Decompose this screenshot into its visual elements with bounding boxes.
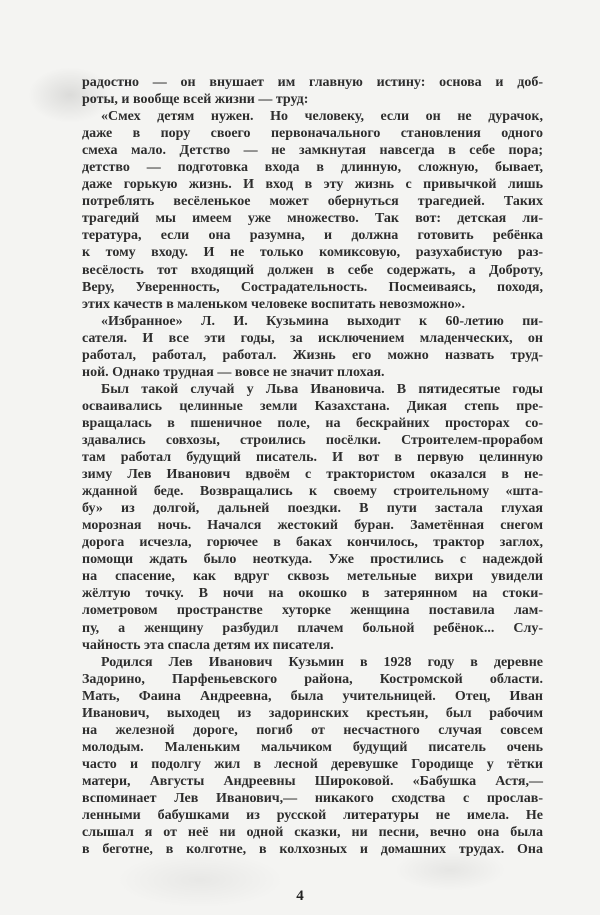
text-line: на железной дороге, погиб от несчастного случая совсем	[82, 722, 543, 738]
text-line: бу» из долгой, дальней поездки. В пути застала глухая	[82, 501, 543, 517]
text-line: морозная ночь. Начался жестокий буран. Заметённая снегом	[82, 518, 543, 534]
text-line: тература, если она разумна, и должна готовить ребёнка	[82, 228, 543, 244]
text-line: ной. Однако трудная — вовсе не значит плохая.	[82, 364, 385, 380]
text-line: трагедий мы имеем уже множество. Так вот: детская ли-	[82, 211, 543, 227]
text-line: вспоминает Лев Иванович,— никакого сходства с прослав-	[82, 790, 543, 806]
text-line: жёлтую точку. В ночи на окошко в затерянном на стоки-	[82, 586, 543, 602]
text-line: работал, работал, работал. Жизнь его можно назвать труд-	[82, 347, 543, 363]
text-line: этих качеств в маленьком человеке воспитать невозможно».	[82, 296, 466, 312]
text-line: молодым. Маленьким мальчиком будущий писатель очень	[82, 739, 543, 755]
text-line: Мать, Фаина Андреевна, была учительницей. Отец, Иван	[82, 688, 543, 704]
text-line: «Смех детям нужен. Но человеку, если он не дурачок,	[101, 109, 543, 125]
text-line: помощи ждать было неоткуда. Уже простились с надеждой	[82, 552, 543, 568]
text-line: вращалась в пшеничное поле, на бескрайних просторах со-	[82, 415, 543, 431]
text-line: в беготне, в колготне, в колхозных и домашних трудах. Она	[82, 842, 543, 858]
text-line: даже горькую жизнь. И вход в эту жизнь с привычкой лишь	[82, 177, 543, 193]
text-line: часто и подолгу жил в лесной деревушке Городище у тётки	[82, 756, 543, 772]
text-line: пу, а женщину разбудил плачем больной ребёнок... Слу-	[82, 620, 543, 636]
text-line: там работал будущий писатель. И вот в первую целинную	[82, 450, 543, 466]
paragraph	[82, 313, 543, 381]
text-line: смеха мало. Детство — не замкнутая навсегда в себе пора;	[82, 143, 543, 159]
text-line: Был такой случай у Льва Ивановича. В пятидесятые годы	[101, 381, 543, 397]
text-line: осваивались целинные земли Казахстана. Дикая степь пре-	[82, 398, 543, 414]
text-line: Веру, Уверенность, Сострадательность. Посмеиваясь, походя,	[82, 279, 543, 295]
text-line: «Избранное» Л. И. Кузьмина выходит к 60-летию пи-	[101, 313, 543, 329]
paragraph	[82, 74, 543, 108]
text-line: матери, Августы Андреевны Широковой. «Бабушка Астя,—	[82, 773, 543, 789]
text-line: здавались совхозы, строились посёлки. Строителем-прорабом	[82, 432, 543, 448]
text-line: жданной беде. Возвращались к своему строительному «шта-	[82, 484, 543, 500]
text-line: потреблять весёленькое может обернуться трагедией. Таких	[82, 194, 543, 210]
text-line: детство — подготовка входа в длинную, сложную, бывает,	[82, 160, 543, 176]
paragraph	[82, 381, 543, 654]
text-line: Задорино, Парфеньевского района, Костромской области.	[82, 671, 543, 687]
text-line: Иванович, выходец из задоринских крестьян, был рабочим	[82, 705, 543, 721]
text-line: лометровом пространстве хуторке женщина поставила лам-	[82, 603, 543, 619]
text-line: радостно — он внушает им главную истину: основа и доб-	[82, 75, 543, 90]
paragraph	[82, 108, 543, 313]
text-line: роты, и вообще всей жизни — труд:	[82, 92, 309, 108]
text-line: сателя. И все эти годы, за исключением младенческих, он	[82, 330, 543, 346]
text-line: Родился Лев Иванович Кузьмин в 1928 году в деревне	[101, 654, 543, 670]
paragraph	[82, 654, 543, 859]
book-page-text	[82, 74, 543, 858]
text-line: зиму Лев Иванович вдвоём с трактористом оказался в не-	[82, 467, 543, 483]
text-line: даже в пору своего первоначального становления одного	[82, 126, 543, 142]
text-line: дорога исчезла, горючее в баках кончилось, трактор заглох,	[82, 535, 543, 551]
text-line: чайность эта спасла детям их писателя.	[82, 637, 334, 653]
text-line: к тому входу. И не только комиксовую, разухабистую раз-	[82, 245, 543, 261]
text-line: слышал я от неё ни одной сказки, ни песни, вечно она была	[82, 825, 543, 841]
text-line: весёлость тот входящий должен в себе содержать, а Доброту,	[82, 262, 543, 278]
text-line: ленными бабушками из русской литературы не имела. Не	[82, 808, 543, 824]
text-line: на спасение, как вдруг сквозь метельные вихри увидели	[82, 569, 543, 585]
page-number: 4	[296, 888, 304, 904]
